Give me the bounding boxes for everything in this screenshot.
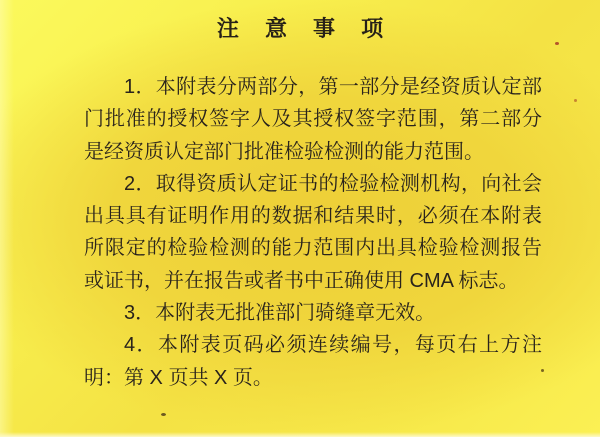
notice-body [84, 71, 542, 394]
notice-paragraph-4: 4．本附表页码必须连续编号，每页右上方注明：第 X 页共 X 页。 [84, 334, 542, 389]
notice-paragraph-1: 1．本附表分两部分，第一部分是经资质认定部门批准的授权签字人及其授权签字范围，第二部分是经资质认定部门批准检验检测的能力范围。 [84, 76, 542, 163]
notice-paragraph-2: 2．取得资质认定证书的检验检测机构，向社会出具具有证明作用的数据和结果时，必须在本附表所限定的检验检测的能力范围内出具检验检测报告或证书，并在报告或者书中正确使用 CMA 标志。 [84, 172, 542, 292]
scan-dust-speck [161, 413, 166, 416]
page-title: 注 意 事 项 [216, 16, 394, 41]
scan-dust-speck [574, 99, 577, 102]
notice-paragraph-3: 3．本附表无批准部门骑缝章无效。 [124, 302, 436, 325]
